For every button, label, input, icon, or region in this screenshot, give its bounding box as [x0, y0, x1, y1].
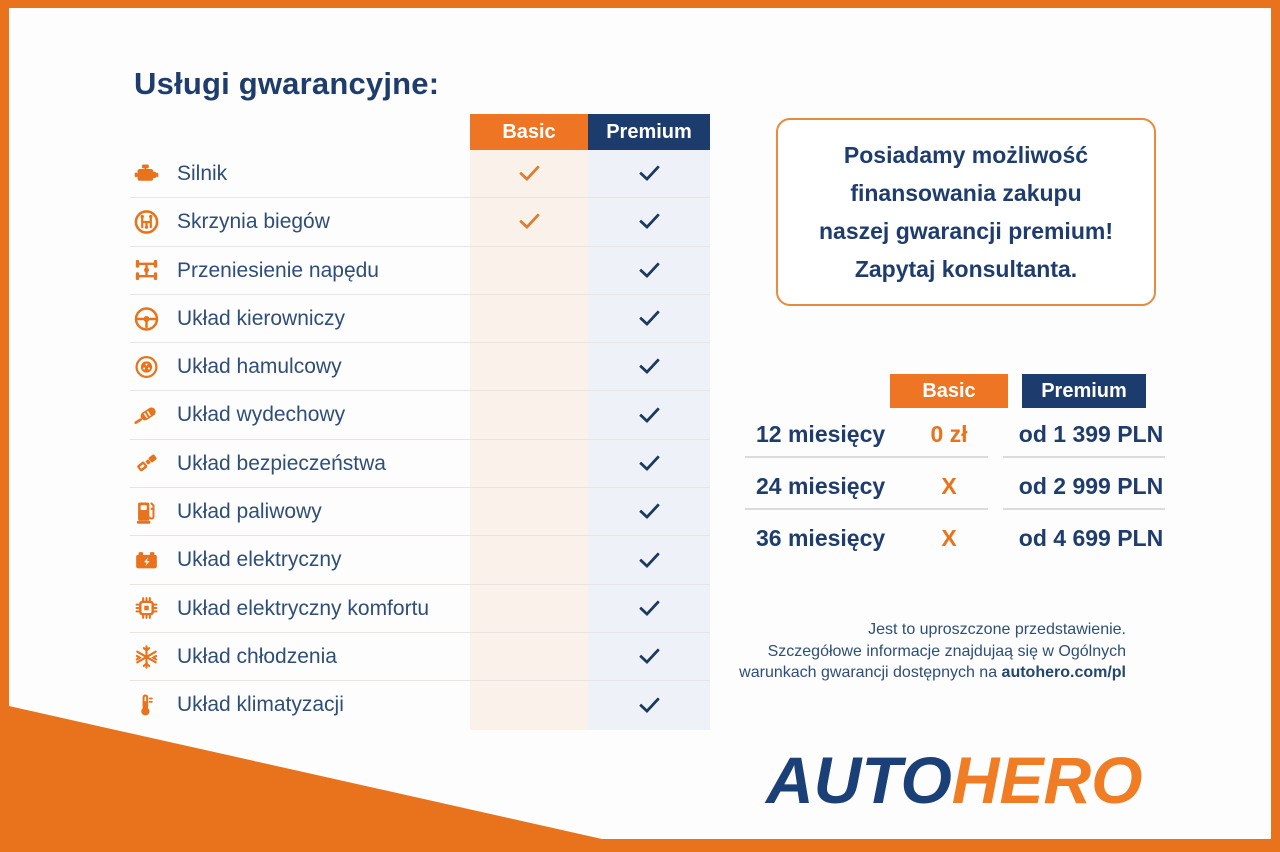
check-icon: [518, 208, 539, 229]
check-icon: [638, 305, 659, 326]
basic-cell: [470, 247, 588, 294]
basic-cell: [470, 536, 588, 583]
gearbox-icon: [133, 208, 160, 235]
pricing-divider: [745, 456, 988, 458]
financing-line: Zapytaj konsultanta.: [854, 256, 1078, 282]
table-row: [130, 247, 710, 295]
financing-line: Posiadamy możliwość: [843, 142, 1089, 168]
check-icon: [638, 353, 659, 374]
frame-right: [1271, 0, 1280, 852]
premium-cell: [588, 150, 710, 197]
service-label: Układ bezpieczeństwa: [177, 451, 386, 475]
page-title: Usługi gwarancyjne:: [134, 66, 440, 101]
table-row: [130, 391, 710, 439]
table-row: [130, 343, 710, 391]
pricing-row: [745, 408, 1170, 460]
steering-wheel-icon: [133, 305, 160, 332]
premium-cell: [588, 198, 710, 245]
premium-cell: [588, 440, 710, 487]
footnote-link: autohero.com/pl: [1001, 664, 1126, 681]
pricing-row: [745, 460, 1170, 512]
autohero-logo: [766, 742, 1142, 818]
premium-cell: [588, 391, 710, 438]
services-rows: [130, 150, 710, 730]
service-label: Układ elektryczny komfortu: [177, 596, 430, 620]
check-icon: [638, 498, 659, 519]
table-row: [130, 198, 710, 246]
check-icon: [638, 257, 659, 278]
services-table: [130, 114, 710, 730]
service-label: Układ paliwowy: [177, 500, 322, 524]
basic-cell: [470, 150, 588, 197]
frame-top: [0, 0, 1280, 8]
premium-cell: [588, 295, 710, 342]
chip-icon: [133, 595, 160, 622]
service-label: Układ wydechowy: [177, 403, 346, 427]
premium-cell: [588, 247, 710, 294]
basic-cell: [470, 295, 588, 342]
brake-disc-icon: [133, 353, 160, 380]
corner-wedge: [0, 704, 660, 852]
table-row: [130, 488, 710, 536]
basic-cell: [470, 633, 588, 680]
table-row: [130, 295, 710, 343]
pricing-basic-value: X: [941, 524, 957, 551]
pricing-header-basic: Basic: [890, 374, 1008, 408]
pricing-divider: [1003, 456, 1165, 458]
service-label: Skrzynia biegów: [177, 210, 330, 234]
check-icon: [518, 160, 539, 181]
pricing-rows: [745, 408, 1170, 564]
check-icon: [638, 450, 659, 471]
basic-cell: [470, 585, 588, 632]
pricing-divider: [1003, 508, 1165, 510]
pricing-divider: [745, 508, 988, 510]
services-header-basic: Basic: [470, 114, 588, 150]
pricing-premium-value: od 1 399 PLN: [1018, 420, 1164, 447]
check-icon: [638, 401, 659, 422]
service-label: Układ klimatyzacji: [177, 693, 344, 717]
logo-hero: HERO: [951, 743, 1143, 817]
basic-cell: [470, 440, 588, 487]
footnote-line: Szczegółowe informacje znajdujaą się w Ogólnych: [767, 642, 1126, 660]
logo-auto: AUTO: [766, 743, 952, 817]
service-label: Silnik: [177, 162, 228, 185]
check-icon: [638, 546, 659, 567]
pricing-header-premium: Premium: [1022, 374, 1146, 408]
service-label: Przeniesienie napędu: [177, 258, 379, 282]
premium-cell: [588, 488, 710, 535]
pricing-premium-value: od 2 999 PLN: [1018, 472, 1164, 499]
pricing-basic-value: 0 zł: [930, 420, 968, 447]
financing-line: finansowania zakupu: [850, 180, 1082, 206]
pricing-row: [745, 512, 1170, 564]
service-label: Układ hamulcowy: [177, 355, 342, 379]
service-label: Układ kierowniczy: [177, 306, 346, 330]
table-row: [130, 633, 710, 681]
footnote-line: warunkach gwarancji dostępnych na autohero.com/pl: [739, 664, 1126, 681]
snowflake-icon: [133, 643, 160, 670]
basic-cell: [470, 198, 588, 245]
check-icon: [638, 643, 659, 664]
drivetrain-icon: [133, 257, 160, 284]
service-label: Układ chłodzenia: [177, 644, 337, 668]
exhaust-icon: [133, 402, 160, 429]
basic-cell: [470, 391, 588, 438]
frame-left: [0, 0, 9, 852]
pricing-premium-value: od 4 699 PLN: [1018, 524, 1164, 551]
financing-line: naszej gwarancji premium!: [819, 218, 1113, 244]
battery-icon: [133, 547, 160, 574]
table-row: [130, 536, 710, 584]
footnote-line: Jest to uproszczone przedstawienie.: [868, 621, 1126, 638]
premium-cell: [588, 536, 710, 583]
check-icon: [638, 160, 659, 181]
premium-cell: [588, 343, 710, 390]
table-row: [130, 150, 710, 198]
legal-footnote: [690, 619, 1126, 684]
pricing-basic-value: X: [941, 472, 957, 499]
financing-box: [776, 118, 1156, 306]
table-row: [130, 440, 710, 488]
engine-icon: [133, 160, 160, 187]
check-icon: [638, 595, 659, 616]
fuel-pump-icon: [133, 498, 160, 525]
basic-cell: [470, 343, 588, 390]
pricing-period: 12 miesięcy: [756, 420, 886, 447]
services-header-premium: Premium: [588, 114, 710, 150]
service-label: Układ elektryczny: [177, 548, 342, 572]
seatbelt-icon: [133, 450, 160, 477]
check-icon: [638, 208, 659, 229]
pricing-period: 36 miesięcy: [756, 524, 886, 551]
table-row: [130, 585, 710, 633]
frame-bottom: [0, 839, 1280, 852]
basic-cell: [470, 488, 588, 535]
pricing-period: 24 miesięcy: [756, 472, 886, 499]
